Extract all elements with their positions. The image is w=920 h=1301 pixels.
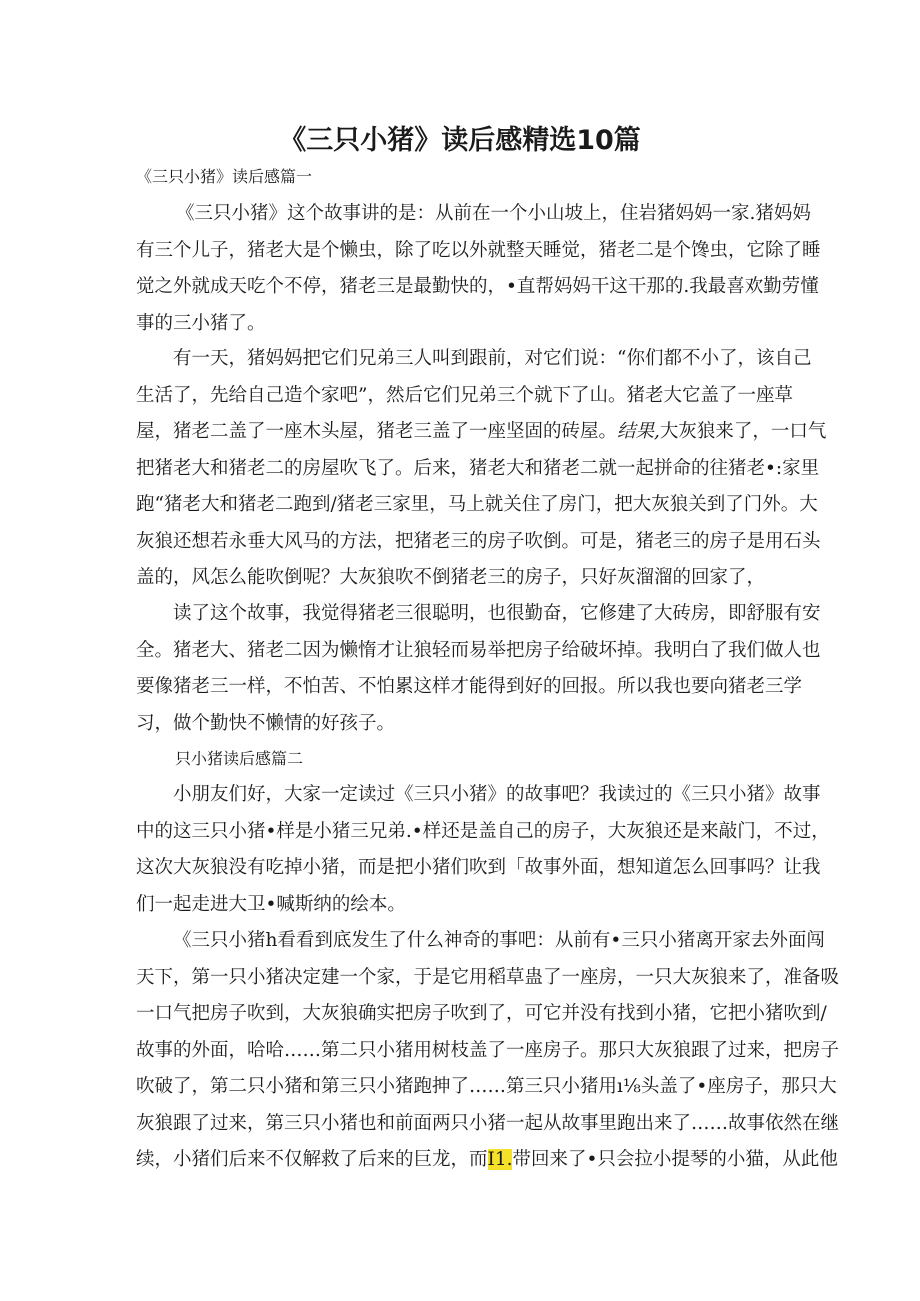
paragraph-line: 们一起走进大卫•喊斯纳的绘本。 xyxy=(136,893,406,915)
paragraph-line: 跑“猪老大和猪老二跑到/猪老三家里，马上就关住了房门，把大灰狼关到了门外。大 xyxy=(136,494,818,515)
italic-text: 结果, xyxy=(617,421,660,442)
paragraph-line: 觉之外就成天吃个不停，猪老三是最勤快的，•直帮妈妈干这干那的.我最喜欢勤劳懂 xyxy=(136,276,819,297)
paragraph-line-text: 带回来了•只会拉小提琴的小猫，从此他 xyxy=(512,1149,838,1170)
paragraph-1 xyxy=(136,196,821,342)
document-title: 《三只小猪》读后感精选10篇 xyxy=(279,125,641,156)
paragraph-line-text: 续，小猪们后来不仅解救了后来的巨龙，而 xyxy=(136,1149,488,1170)
paragraph-line xyxy=(136,414,827,451)
paragraph-line: 读了这个故事，我觉得猪老三很聪明，也很勤奋，它修建了大砖房，即舒服有安 xyxy=(173,603,821,624)
paragraph-line: 有一天，猪妈妈把它们兄弟三人叫到跟前，对它们说：“你们都不小了，该自己 xyxy=(173,348,812,369)
section-heading-1: 《三只小猪》读后感篇一 xyxy=(136,167,313,186)
paragraph-line: 灰狼跟了过来，第三只小猪也和前面两只小猪一起从故事里跑出来了……故事依然在继 xyxy=(136,1112,840,1134)
paragraph-line: 《三只小猪h看看到底发生了什么神奇的事吧：从前有•三只小猪离开家去外面闯 xyxy=(173,930,825,951)
paragraph-line: 有三个儿子，猪老大是个懒虫，除了吃以外就整天睡觉，猪老二是个馋虫，它除了睡 xyxy=(136,239,821,261)
paragraph-line: 盖的，风怎么能吹倒呢？大灰狼吹不倒猪老三的房子，只好灰溜溜的回家了， xyxy=(136,567,766,588)
paragraph-line: 吹破了，第二只小猪和第三只小猪跑抻了……第三只小猪用ı⅛头盖了•座房子，那只大 xyxy=(136,1076,837,1097)
paragraph-line-text: 屋，猪老二盖了一座木头屋，猪老三盖了一座坚固的砖屋。 xyxy=(136,421,618,442)
section-heading-2: 只小猪读后感篇二 xyxy=(175,749,304,768)
paragraph-line: 灰狼还想若永垂大风马的方法，把猪老三的房子吹倒。可是，猪老三的房子是用石头 xyxy=(136,530,821,552)
paragraph-line: 天下，第一只小猪决定建一个家，于是它用稻草蛊了一座房，一只大灰狼来了，准备吸 xyxy=(136,966,840,988)
paragraph-4 xyxy=(136,777,830,923)
paragraph-line: 这次大灰狼没有吃掉小猪，而是把小猪们吹到「故事外面，想知道怎么回事吗？让我 xyxy=(136,857,821,878)
paragraph-line: 全。猪老大、猪老二因为懒惰才让狼轻而易举把房子给破坏掉。我明白了我们做人也 xyxy=(136,639,821,661)
paragraph-line: 小朋友们好，大家一定读过《三只小猪》的故事吧？我读过的《三只小猪》故事 xyxy=(173,784,821,805)
paragraph-line: 一口气把房子吹到，大灰狼确实把房子吹到了，可它并没有找到小猪，它把小猪吹到/ xyxy=(136,1003,827,1024)
paragraph-5 xyxy=(136,923,840,1179)
paragraph-line: 生活了，先给自己造个家吧”，然后它们兄弟三个就下了山。猪老大它盖了一座草 xyxy=(136,384,793,406)
paragraph-line xyxy=(136,1142,838,1179)
paragraph-line: 《三只小猪》这个故事讲的是：从前在一个小山坡上，住岩猪妈妈一家.猪妈妈 xyxy=(176,203,811,224)
paragraph-2 xyxy=(136,341,827,597)
highlighted-text: I1. xyxy=(487,1149,513,1170)
paragraph-line: 中的这三只小猪•样是小猪三兄弟.•样还是盖自己的房子，大灰狼还是来敲门，不过， xyxy=(136,820,830,842)
paragraph-line: 习，做个勤快不懒情的好孩子。 xyxy=(136,712,396,734)
paragraph-3 xyxy=(136,596,821,742)
paragraph-line: 故事的外面，哈哈……第二只小猪用树枝盖了一座房子。那只大灰狼跟了过来，把房子 xyxy=(136,1039,840,1061)
paragraph-line: 要像猪老三一样，不怕苦、不怕累这样才能得到好的回报。所以我也要向猪老三学 xyxy=(136,676,803,697)
paragraph-line-text: 大灰狼来了，一口气 xyxy=(659,421,827,442)
paragraph-line: 事的三小猪了。 xyxy=(136,312,266,334)
paragraph-line: 把猪老大和猪老二的房屋吹飞了。后来，猪老大和猪老二就一起拼命的往猪老•:家里 xyxy=(136,457,820,479)
